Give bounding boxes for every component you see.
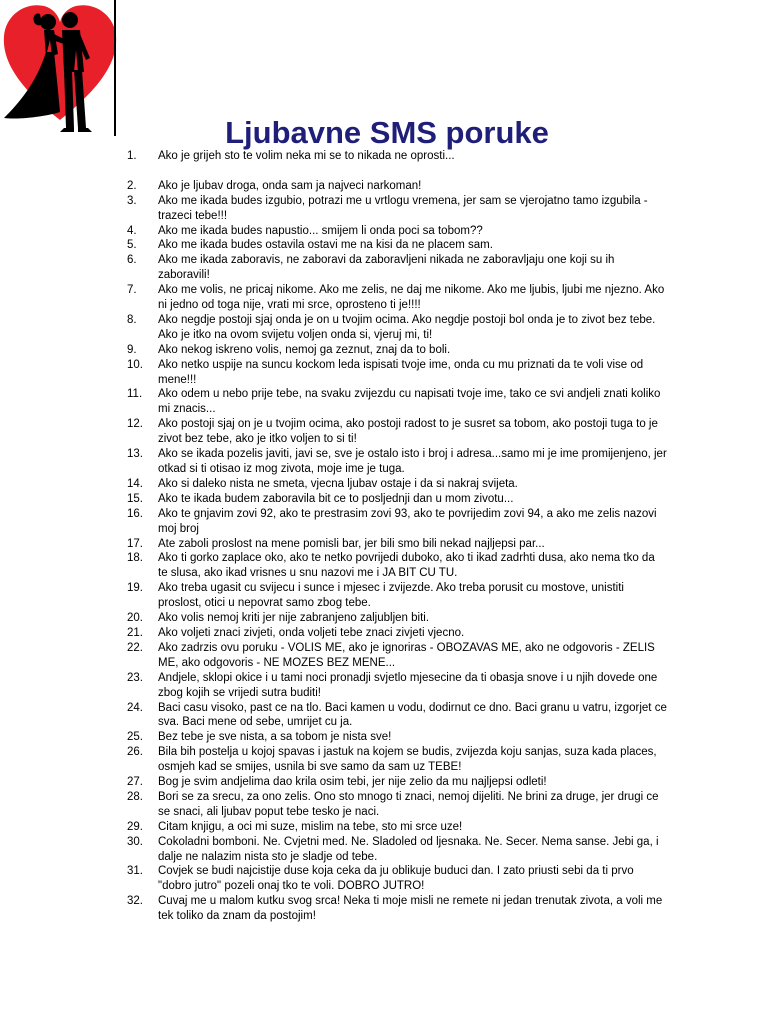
list-item-number: 7. <box>127 284 137 297</box>
list-item-text: Ako je grijeh sto te volim neka mi se to nikada ne oprosti... <box>158 150 455 162</box>
list-item-text: Bori se za srecu, za ono zelis. Ono sto mnogo ti znaci, nemoj dijeliti. Ne brini za druge, jer drugi ce se snaci, ali ljubav poput tebe tesko je naci. <box>158 790 659 818</box>
list-item <box>127 343 667 358</box>
list-item-text: Ako te gnjavim zovi 92, ako te prestrasim zovi 93, ako te povrijedim zovi 94, a ako me zelis nazovi moj broj <box>158 507 657 535</box>
list-item-text: Ako netko uspije na suncu kockom leda ispisati tvoje ime, onda cu mu priznati da te voli vise od mene!!! <box>158 358 644 386</box>
list-item-text: Bog je svim andjelima dao krila osim tebi, jer nije zelio da mu najljepsi odleti! <box>158 776 547 789</box>
list-item-number: 3. <box>127 194 137 207</box>
list-item <box>127 224 667 239</box>
list-item <box>127 701 667 731</box>
list-item-text: Ako si daleko nista ne smeta, vjecna ljubav ostaje i da si nakraj svijeta. <box>158 477 518 490</box>
list-item-number: 9. <box>127 343 137 356</box>
list-item <box>127 179 667 194</box>
list-item <box>127 775 667 790</box>
list-item <box>127 745 667 775</box>
list-item <box>127 626 667 641</box>
list-item <box>127 358 667 388</box>
list-item <box>127 387 667 417</box>
list-item-number: 1. <box>127 150 137 162</box>
list-item-number: 30. <box>127 835 143 848</box>
list-item <box>127 730 667 745</box>
list-item <box>127 790 667 820</box>
list-item-number: 15. <box>127 492 143 505</box>
page-title: Ljubavne SMS poruke <box>225 114 549 150</box>
list-item <box>127 149 667 164</box>
list-item-text: Ako me ikada budes izgubio, potrazi me u vrtlogu vremena, jer sam se vjerojatno tamo izgubila - trazeci tebe!!! <box>158 194 648 222</box>
list-item-text: Covjek se budi najcistije duse koja ceka da ju oblikuje buduci dan. I zato priusti sebi da ti prvo "dobro jutro" pozeli onaj tko te voli. DOBRO JUTRO! <box>158 865 634 893</box>
list-item-number: 5. <box>127 239 137 252</box>
list-item-number: 10. <box>127 358 143 371</box>
list-item-number: 25. <box>127 731 143 744</box>
list-item-number: 4. <box>127 224 137 237</box>
list-item-text: Cokoladni bomboni. Ne. Cvjetni med. Ne. Sladoled od ljesnaka. Ne. Secer. Nema sanse. Jebi ga, i dalje ne nalazim nista sto je sladje od tebe. <box>158 835 659 863</box>
list-item-text: Ako me volis, ne pricaj nikome. Ako me zelis, ne daj me nikome. Ako me ljubis, ljubi me njezno. Ako ni jedno od toga nije, vrati mi srce, oprosteno ti je!!!! <box>158 284 665 312</box>
list-item-text: Ako volis nemoj kriti jer nije zabranjeno zaljubljen biti. <box>158 612 430 625</box>
list-item <box>127 641 667 671</box>
list-item-text: Ako se ikada pozelis javiti, javi se, sve je ostalo isto i broj i adresa...samo mi je ime promijenjeno, jer otkad si ti otisao iz mog zivota, moje ime je tuga. <box>158 448 667 476</box>
list-item-number: 20. <box>127 612 143 625</box>
list-item-text: Ako me ikada zaboravis, ne zaboravi da zaboravljeni nikada ne zaboravljaju one koji su ih zaboravili! <box>158 254 615 282</box>
list-item <box>127 507 667 537</box>
list-item-text: Bila bih postelja u kojoj spavas i jastuk na kojem se budis, zvijezda koju sanjas, suza kada places, osmjeh kad se smijes, usnila bi sve samo da sam uz TEBE! <box>158 746 657 774</box>
list-item-text: Ako te ikada budem zaboravila bit ce to posljednji dan u mom zivotu... <box>158 492 514 505</box>
list-item-number: 14. <box>127 477 143 490</box>
list-item-text: Ako zadrzis ovu poruku - VOLIS ME, ako je ignoriras - OBOZAVAS ME, ako ne odgovoris - ZELIS ME, ako odgovoris - NE MOZES BEZ MENE... <box>158 641 655 669</box>
list-item-number: 16. <box>127 507 143 520</box>
list-item-number: 21. <box>127 626 143 639</box>
list-item-text: Cuvaj me u malom kutku svog srca! Neka ti moje misli ne remete ni jedan trenutak zivota, a voli me tek toliko da znam da postojim! <box>158 895 663 923</box>
list-item <box>127 417 667 447</box>
list-item-number: 28. <box>127 790 143 803</box>
list-item <box>127 477 667 492</box>
list-item-number: 27. <box>127 776 143 789</box>
list-item-text: Ate zaboli proslost na mene pomisli bar, jer bili smo bili nekad najljepsi par... <box>158 537 545 550</box>
list-item <box>127 581 667 611</box>
list-item-text: Baci casu visoko, past ce na tlo. Baci kamen u vodu, dodirnut ce dno. Baci granu u vatru, izgorjet ce sva. Baci mene od sebe, umrijet cu ja. <box>158 701 667 729</box>
list-item-number: 12. <box>127 418 143 431</box>
message-list <box>127 149 667 924</box>
list-item <box>127 894 667 924</box>
list-item-text: Ako treba ugasit cu svijecu i sunce i mjesec i zvijezde. Ako treba porusit cu mostove, unistiti proslost, otici u nepovrat samo zbog tebe. <box>158 582 624 610</box>
list-item-number: 22. <box>127 641 143 654</box>
list-item-text: Ako negdje postoji sjaj onda je on u tvojim ocima. Ako negdje postoji bol onda je to zivot bez tebe. Ako je itko na ovom svijetu voljen onda si, vjeruj mi, ti! <box>158 313 656 341</box>
list-item-text: Bez tebe je sve nista, a sa tobom je nista sve! <box>158 731 392 744</box>
list-item <box>127 238 667 253</box>
list-item-text: Ako je ljubav droga, onda sam ja najveci narkoman! <box>158 179 422 192</box>
list-item-number: 23. <box>127 671 143 684</box>
list-item-number: 18. <box>127 552 143 565</box>
list-item-text: Ako nekog iskreno volis, nemoj ga zeznut, znaj da to boli. <box>158 343 451 356</box>
list-item-text: Ako ti gorko zaplace oko, ako te netko povrijedi duboko, ako ti ikad zadrhti dusa, ako nema tko da te slusa, ako ikad vrisnes u snu nazovi me i JA BIT CU TU. <box>158 552 655 580</box>
list-item-text: Ako me ikada budes napustio... smijem li onda poci sa tobom?? <box>158 224 483 237</box>
list-item <box>127 313 667 343</box>
list-item-number: 8. <box>127 313 137 326</box>
list-item-number: 26. <box>127 746 143 759</box>
list-item <box>127 537 667 552</box>
list-item-text: Ako postoji sjaj on je u tvojim ocima, ako postoji radost to je susret sa tobom, ako postoji tuga to je zivot bez tebe, ako je itko voljen to si ti! <box>158 418 658 446</box>
list-item-number: 32. <box>127 895 143 908</box>
list-item <box>127 671 667 701</box>
list-item-text: Ako odem u nebo prije tebe, na svaku zvijezdu cu napisati tvoje ime, tako ce svi andjeli znati koliko mi znacis... <box>158 388 661 416</box>
list-item-number: 24. <box>127 701 143 714</box>
list-item <box>127 820 667 835</box>
list-item-text: Andjele, sklopi okice i u tami noci pronadji svjetlo mjesecine da ti obasja snove i u njih dovede one zbog kojih se vrijedi sutra buditi! <box>158 671 658 699</box>
list-item <box>127 835 667 865</box>
list-item-number: 17. <box>127 537 143 550</box>
list-item <box>127 447 667 477</box>
list-item <box>127 611 667 626</box>
list-item-number: 19. <box>127 582 143 595</box>
list-item <box>127 551 667 581</box>
list-item-number: 31. <box>127 865 143 878</box>
list-item-text: Citam knjigu, a oci mi suze, mislim na tebe, sto mi srce uze! <box>158 820 463 833</box>
list-item-text: Ako me ikada budes ostavila ostavi me na kisi da ne placem sam. <box>158 239 493 252</box>
list-item-number: 2. <box>127 179 137 192</box>
list-item-number: 6. <box>127 254 137 267</box>
list-item-number: 29. <box>127 820 143 833</box>
list-item-number: 11. <box>127 388 143 401</box>
list-item <box>127 283 667 313</box>
list-item-number: 13. <box>127 448 143 461</box>
list-item <box>127 492 667 507</box>
list-item <box>127 864 667 894</box>
list-item <box>127 253 667 283</box>
list-item-text: Ako voljeti znaci zivjeti, onda voljeti tebe znaci zivjeti vjecno. <box>158 626 465 639</box>
list-item <box>127 194 667 224</box>
